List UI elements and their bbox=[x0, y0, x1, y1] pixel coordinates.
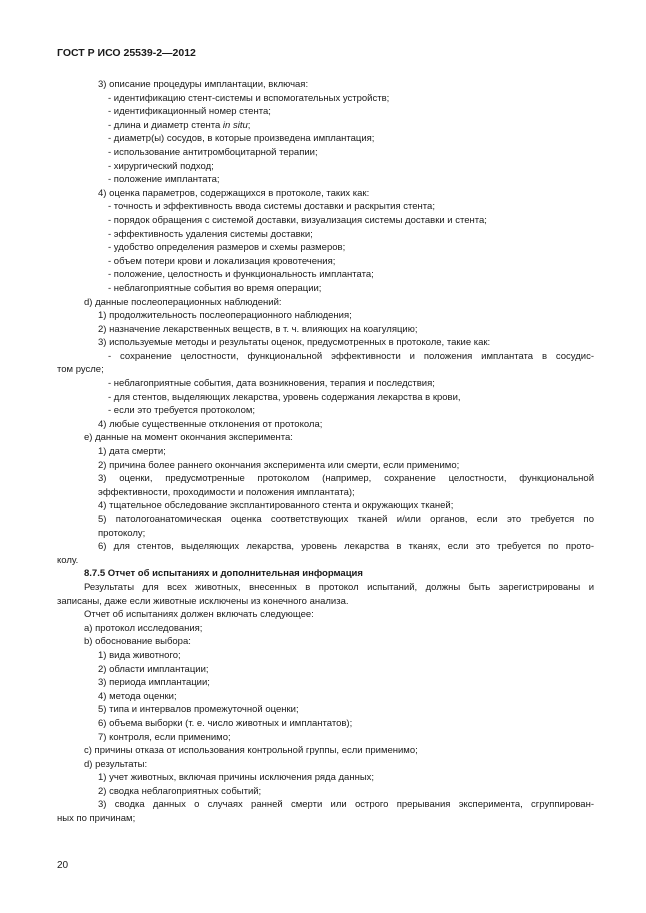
text-fragment: ; bbox=[247, 119, 251, 131]
text-line: - неблагоприятные события во время операции; bbox=[108, 282, 322, 294]
text-line: 1) дата смерти; bbox=[98, 446, 166, 458]
text-line: - положение, целостность и функциональность имплантата; bbox=[108, 269, 374, 281]
italic-term: in situ bbox=[222, 119, 248, 131]
text-line: - идентификационный номер стента; bbox=[108, 106, 271, 118]
text-line: записаны, даже если животные исключены из конечного анализа. bbox=[57, 595, 349, 607]
text-line: 5) патологоанатомическая оценка соответствующих тканей и/или органов, если это требуется по bbox=[98, 514, 594, 525]
text-line: 2) назначение лекарственных веществ, в т. ч. влияющих на коагуляцию; bbox=[98, 323, 418, 335]
text-line: 3) используемые методы и результаты оценок, предусмотренных в протоколе, такие как: bbox=[98, 337, 491, 349]
text-line: e) данные на момент окончания эксперимента: bbox=[84, 432, 293, 444]
text-line: - точность и эффективность ввода системы доставки и раскрытия стента; bbox=[108, 201, 435, 213]
body-text bbox=[57, 78, 594, 826]
text-line: 4) любые существенные отклонения от протокола; bbox=[98, 418, 323, 430]
page-number: 20 bbox=[57, 860, 69, 871]
text-line: том русле; bbox=[57, 364, 104, 376]
text-line: c) причины отказа от использования контрольной группы, если применимо; bbox=[84, 745, 418, 757]
text-line: - удобство определения размеров и схемы размеров; bbox=[108, 242, 346, 254]
text-line bbox=[57, 119, 594, 133]
text-line: 1) вида животного; bbox=[98, 649, 181, 661]
text-line: 1) учет животных, включая причины исключения ряда данных; bbox=[98, 772, 375, 784]
text-line: a) протокол исследования; bbox=[84, 622, 203, 634]
text-line: - эффективность удаления системы доставки; bbox=[108, 228, 313, 240]
text-line: 3) описание процедуры имплантации, включая: bbox=[98, 79, 309, 90]
text-line: - для стентов, выделяющих лекарства, уровень содержания лекарства в крови, bbox=[108, 391, 461, 403]
text-line: ных по причинам; bbox=[57, 813, 136, 825]
text-line: 2) причина более раннего окончания эксперимента или смерти, если применимо; bbox=[98, 459, 460, 471]
text-line: - порядок обращения с системой доставки, визуализация системы доставки и стента; bbox=[108, 214, 487, 226]
text-line: b) обоснование выбора: bbox=[84, 636, 191, 648]
text-line: 4) оценка параметров, содержащихся в протоколе, таких как: bbox=[98, 187, 370, 199]
text-line: Результаты для всех животных, внесенных в протокол испытаний, должны быть зарегистрированы и bbox=[84, 581, 594, 593]
text-line: 8.7.5 Отчет об испытаниях и дополнительная информация bbox=[84, 568, 363, 580]
text-line: протоколу; bbox=[98, 527, 146, 539]
text-line: - сохранение целостности, функциональной эффективности и положения имплантата в сосудис- bbox=[108, 350, 594, 362]
text-line: 7) контроля, если применимо; bbox=[98, 731, 231, 743]
text-line: - диаметр(ы) сосудов, в которые произведена имплантация; bbox=[108, 133, 375, 145]
text-line: 3) оценки, предусмотренные протоколом (например, сохранение целостности, функциональной bbox=[98, 473, 594, 485]
text-line: d) данные послеоперационных наблюдений: bbox=[84, 296, 282, 308]
text-line: 2) сводка неблагоприятных событий; bbox=[98, 785, 262, 797]
text-line: эффективности, проходимости и положения имплантата); bbox=[98, 486, 355, 498]
text-line: 3) сводка данных о случаях ранней смерти или острого прерывания эксперимента, сгруппирован- bbox=[98, 799, 594, 811]
text-line: 4) тщательное обследование эксплантированного стента и окружающих тканей; bbox=[98, 500, 454, 512]
text-line: 2) области имплантации; bbox=[98, 663, 209, 675]
text-line: Отчет об испытаниях должен включать следующее: bbox=[84, 609, 314, 621]
text-line: 6) объема выборки (т. е. число животных и имплантатов); bbox=[98, 717, 353, 729]
text-line: - если это требуется протоколом; bbox=[108, 405, 256, 417]
text-line: колу. bbox=[57, 554, 79, 566]
text-line: - неблагоприятные события, дата возникновения, терапия и последствия; bbox=[108, 378, 435, 390]
text-line: 5) типа и интервалов промежуточной оценки; bbox=[98, 704, 299, 716]
text-line: 6) для стентов, выделяющих лекарства, уровень лекарства в тканях, если это требуется по прото- bbox=[98, 541, 594, 553]
text-line: - идентификацию стент-системы и вспомогательных устройств; bbox=[108, 92, 390, 104]
document-header: ГОСТ Р ИСО 25539-2—2012 bbox=[57, 47, 196, 59]
text-fragment: - длина и диаметр стента bbox=[108, 119, 223, 131]
text-line: - хирургический подход; bbox=[108, 160, 214, 172]
text-line: - использование антитромбоцитарной терапии; bbox=[108, 146, 318, 158]
text-line: 3) периода имплантации; bbox=[98, 677, 210, 689]
text-line: - объем потери крови и локализация кровотечения; bbox=[108, 255, 336, 267]
text-line: 1) продолжительность послеоперационного наблюдения; bbox=[98, 310, 352, 322]
text-line: - положение имплантата; bbox=[108, 174, 220, 186]
text-line: 4) метода оценки; bbox=[98, 690, 177, 702]
text-line: d) результаты: bbox=[84, 758, 148, 770]
